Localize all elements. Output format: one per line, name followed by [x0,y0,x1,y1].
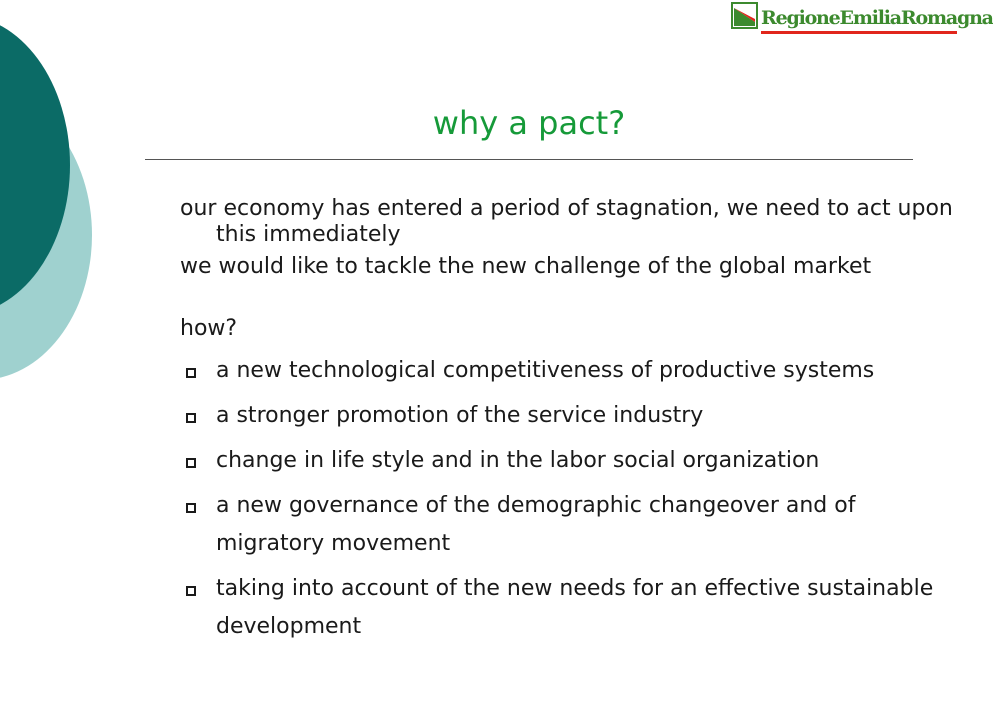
region-emblem-icon [731,2,758,29]
slide-title: why a pact? [432,104,626,142]
list-item [180,442,940,480]
intro-paragraph-1: our economy has entered a period of stagnation, we need to act upon this immediately [180,196,953,247]
region-logo [731,2,993,36]
square-bullet-icon [185,367,197,379]
bullet-text: change in life style and in the labor social organization [216,448,820,473]
list-item [180,570,940,646]
bullet-text: a new technological competitiveness of productive systems [216,358,875,383]
decorative-circles [0,0,100,380]
square-bullet-icon [185,457,197,469]
bullet-list [180,352,940,653]
intro-paragraph-2: we would like to tackle the new challenge of the global market [180,254,872,279]
square-bullet-icon [185,502,197,514]
list-item [180,352,940,390]
square-bullet-icon [185,585,197,597]
logo-wordmark: RegioneEmiliaRomagna [761,7,993,29]
square-bullet-icon [185,412,197,424]
bullet-text: a new governance of the demographic changeover and of migratory movement [216,493,856,556]
bullet-text: a stronger promotion of the service industry [216,403,704,428]
how-label: how? [180,316,238,341]
title-divider [145,159,913,160]
list-item [180,487,940,563]
logo-underline [761,31,957,34]
list-item [180,397,940,435]
bullet-text: taking into account of the new needs for an effective sustainable development [216,576,934,639]
